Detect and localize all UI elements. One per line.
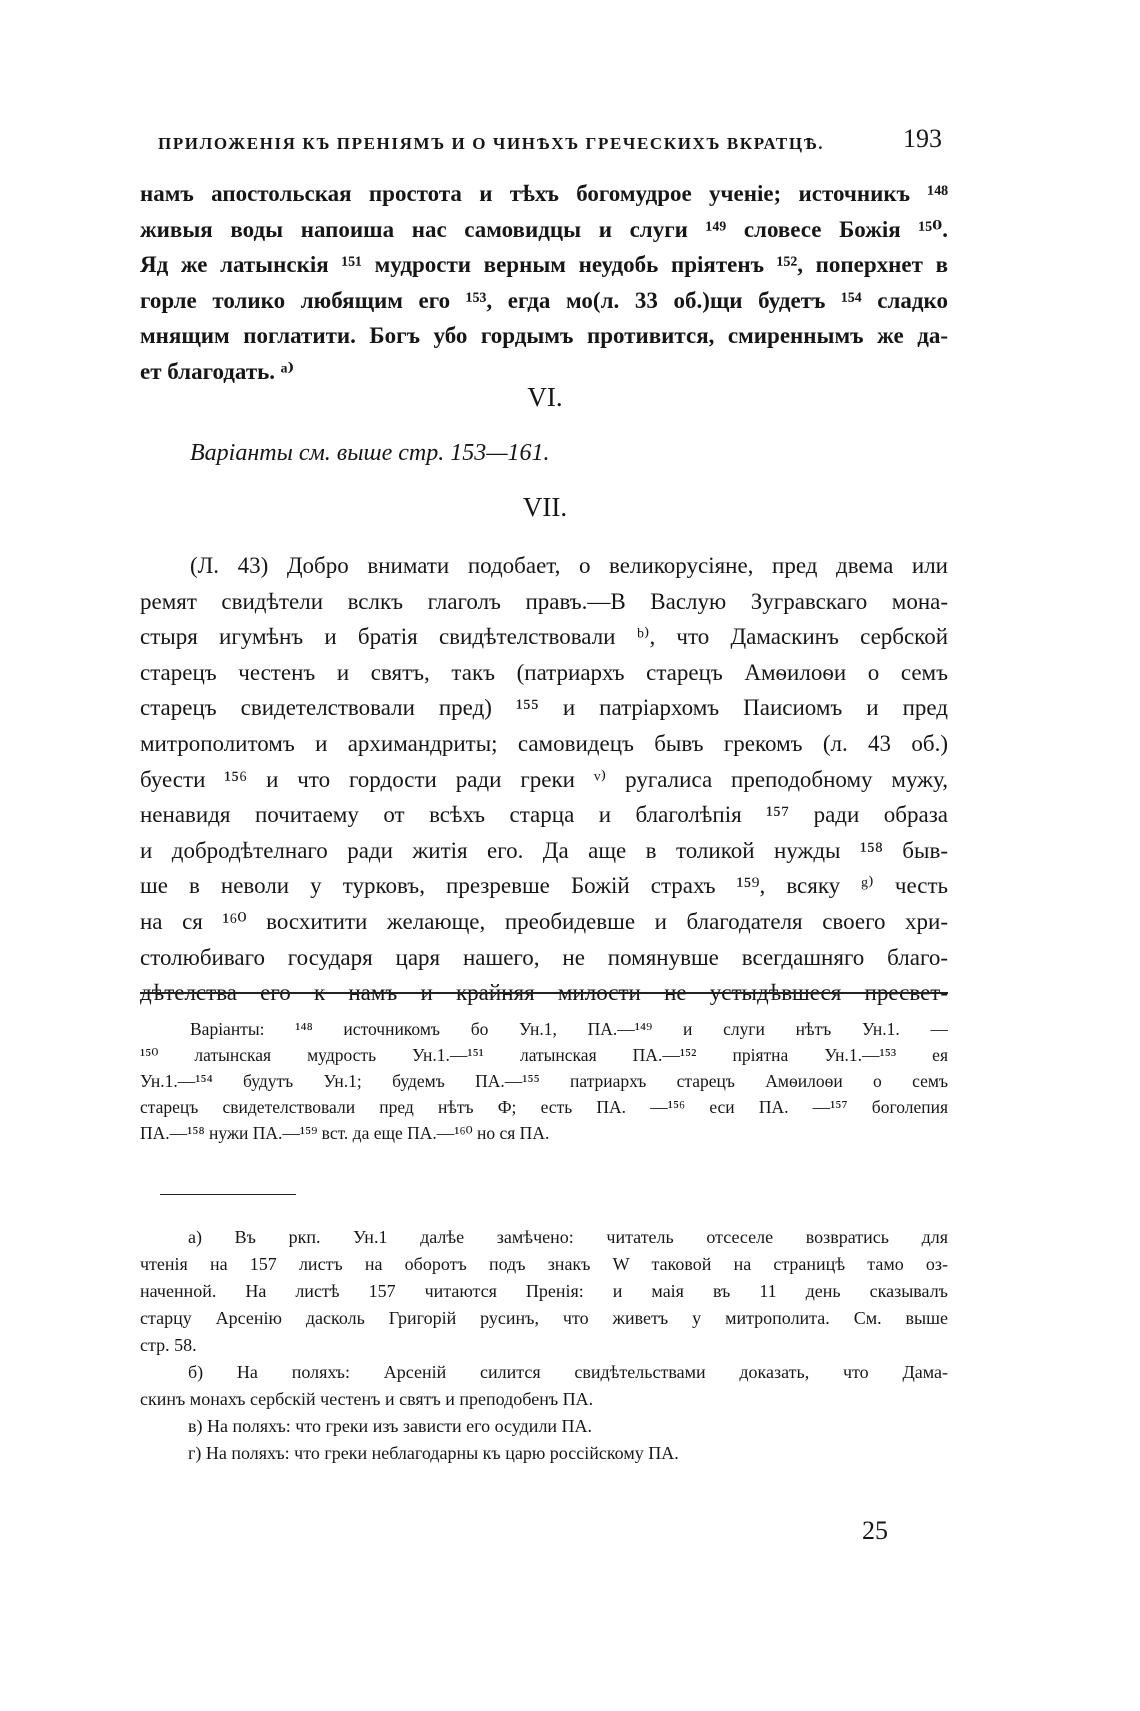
footnote-line: б) На поляхъ: Арсеній силится свидѣтельствами доказать, что Дама-	[188, 1362, 948, 1382]
footnote-line: г) На поляхъ: что греки неблагодарны къ царю россійскому ПА.	[188, 1443, 679, 1463]
text-line: (Л. 43) Добро внимати подобает, о великорусіяне, пред двема или	[190, 553, 948, 578]
footnote-line: скинъ монахъ сербскій честенъ и святъ и преподобенъ ПА.	[140, 1389, 594, 1409]
text-line: на ся ¹⁶⁰ восхитити желающе, преобидевше и благодателя своего хри-	[140, 908, 948, 934]
text-line: ремят свидѣтели вслкъ глаголъ правъ.—В Васлую Зугравскаго мона-	[140, 588, 948, 614]
section-heading-vi: VI.	[527, 382, 563, 412]
footnote-line: в) На поляхъ: что греки изъ зависти его осудили ПА.	[188, 1416, 593, 1436]
sheet-signature: 25	[862, 1516, 888, 1545]
footnote-line: а) Въ ркп. Ун.1 далѣе замѣчено: читатель отсеселе возвратись для	[188, 1227, 948, 1247]
text-line: намъ апостольская простота и тѣхъ богомудрое ученіе; источникъ ¹⁴⁸	[140, 181, 948, 206]
text-line: буести ¹⁵⁶ и что гордости ради греки ᵛ⁾ ругалиса преподобному мужу,	[140, 766, 948, 792]
text-line: стыря игумѣнъ и братія свидѣтелствовали ᵇ⁾, что Дамаскинъ сербской	[140, 624, 948, 650]
text-line: ненавидя почитаему от всѣхъ старца и благолѣпія ¹⁵⁷ ради образа	[140, 802, 948, 828]
apparatus-line: старецъ свидетелствовали пред нѣтъ Ф; есть ПА. —¹⁵⁶ еси ПА. —¹⁵⁷ боголепия	[140, 1097, 948, 1117]
apparatus-line: Варіанты: ¹⁴⁸ источникомъ бо Ун.1, ПА.—¹⁴⁹ и слуги нѣтъ Ун.1. —	[190, 1019, 948, 1039]
text-line: горле толико любящим его ¹⁵³, егда мо(л. 33 об.)щи будетъ ¹⁵⁴ сладко	[140, 287, 948, 313]
text-line: митрополитомъ и архимандриты; самовидецъ бывъ грекомъ (л. 43 об.)	[140, 730, 948, 756]
footnote-line: наченной. На листѣ 157 читаются Пренія: и маія въ 11 день сказывалъ	[140, 1281, 948, 1301]
text-line: ет благодать. ᵃ⁾	[140, 358, 295, 384]
footnote-line: стр. 58.	[140, 1335, 197, 1355]
text-line: и добродѣтелнаго ради житія его. Да аще в толикой нужды ¹⁵⁸ быв-	[140, 837, 948, 863]
footnote-line: чтенія на 157 листъ на оборотъ подъ знакъ W таковой на страницѣ тамо оз-	[140, 1254, 948, 1274]
text-line: Яд же латынскія ¹⁵¹ мудрости верным неудобь пріятенъ ¹⁵², поперхнет в	[140, 252, 948, 278]
section-heading-vii: VII.	[522, 492, 568, 522]
text-line: столюбиваго государя царя нашего, не помянувше всегдашняго благо-	[140, 944, 948, 970]
text-line: старецъ честенъ и святъ, такъ (патриархъ старецъ Амѳилоѳи о семъ	[140, 659, 948, 685]
footnote-line: старцу Арсенію дасколь Григорій русинъ, что живетъ у митрополита. См. выше	[140, 1308, 948, 1328]
text-line: дѣтелства его к намъ и крайняя милости не устыдѣвшеся пресвет-	[140, 980, 948, 1006]
apparatus-line: Ун.1.—¹⁵⁴ будутъ Ун.1; будемъ ПА.—¹⁵⁵ патриархъ старецъ Амѳилоѳи о семъ	[140, 1071, 948, 1091]
text-line: мнящим поглатити. Богъ убо гордымъ противится, смиреннымъ же да-	[140, 323, 948, 349]
page-header	[150, 122, 942, 162]
apparatus-line: ПА.—¹⁵⁸ нужи ПА.—¹⁵⁹ вст. да еще ПА.—¹⁶⁰ но ся ПА.	[140, 1123, 550, 1143]
text-line: живыя воды напоиша нас самовидцы и слуги ¹⁴⁹ словесе Божія ¹⁵⁰.	[140, 216, 948, 242]
variants-reference: Варіанты см. выше стр. 153—161.	[190, 440, 550, 466]
notes-divider	[160, 1194, 296, 1195]
text-line: старецъ свидетелствовали пред) ¹⁵⁵ и патріархомъ Паисиомъ и пред	[140, 695, 948, 721]
text-line: ше в неволи у турковъ, презревше Божій страхъ ¹⁵⁹, всяку ᵍ⁾ честь	[140, 873, 948, 899]
running-head: ПРИЛОЖЕНІЯ КЪ ПРЕНІЯМЪ И О ЧИНѢХЪ ГРЕЧЕСКИХЪ ВКРАТЦѢ.	[158, 134, 825, 153]
footnote-divider	[140, 992, 948, 994]
variant-apparatus	[140, 1016, 948, 1146]
page-number: 193	[903, 124, 942, 153]
apparatus-line: ¹⁵⁰ латынская мудрость Ун.1.—¹⁵¹ латынская ПА.—¹⁵² пріятна Ун.1.—¹⁵³ ея	[140, 1045, 948, 1065]
paragraph-top	[140, 176, 948, 390]
footnotes	[140, 1224, 948, 1467]
section-vii-text	[140, 548, 948, 1011]
